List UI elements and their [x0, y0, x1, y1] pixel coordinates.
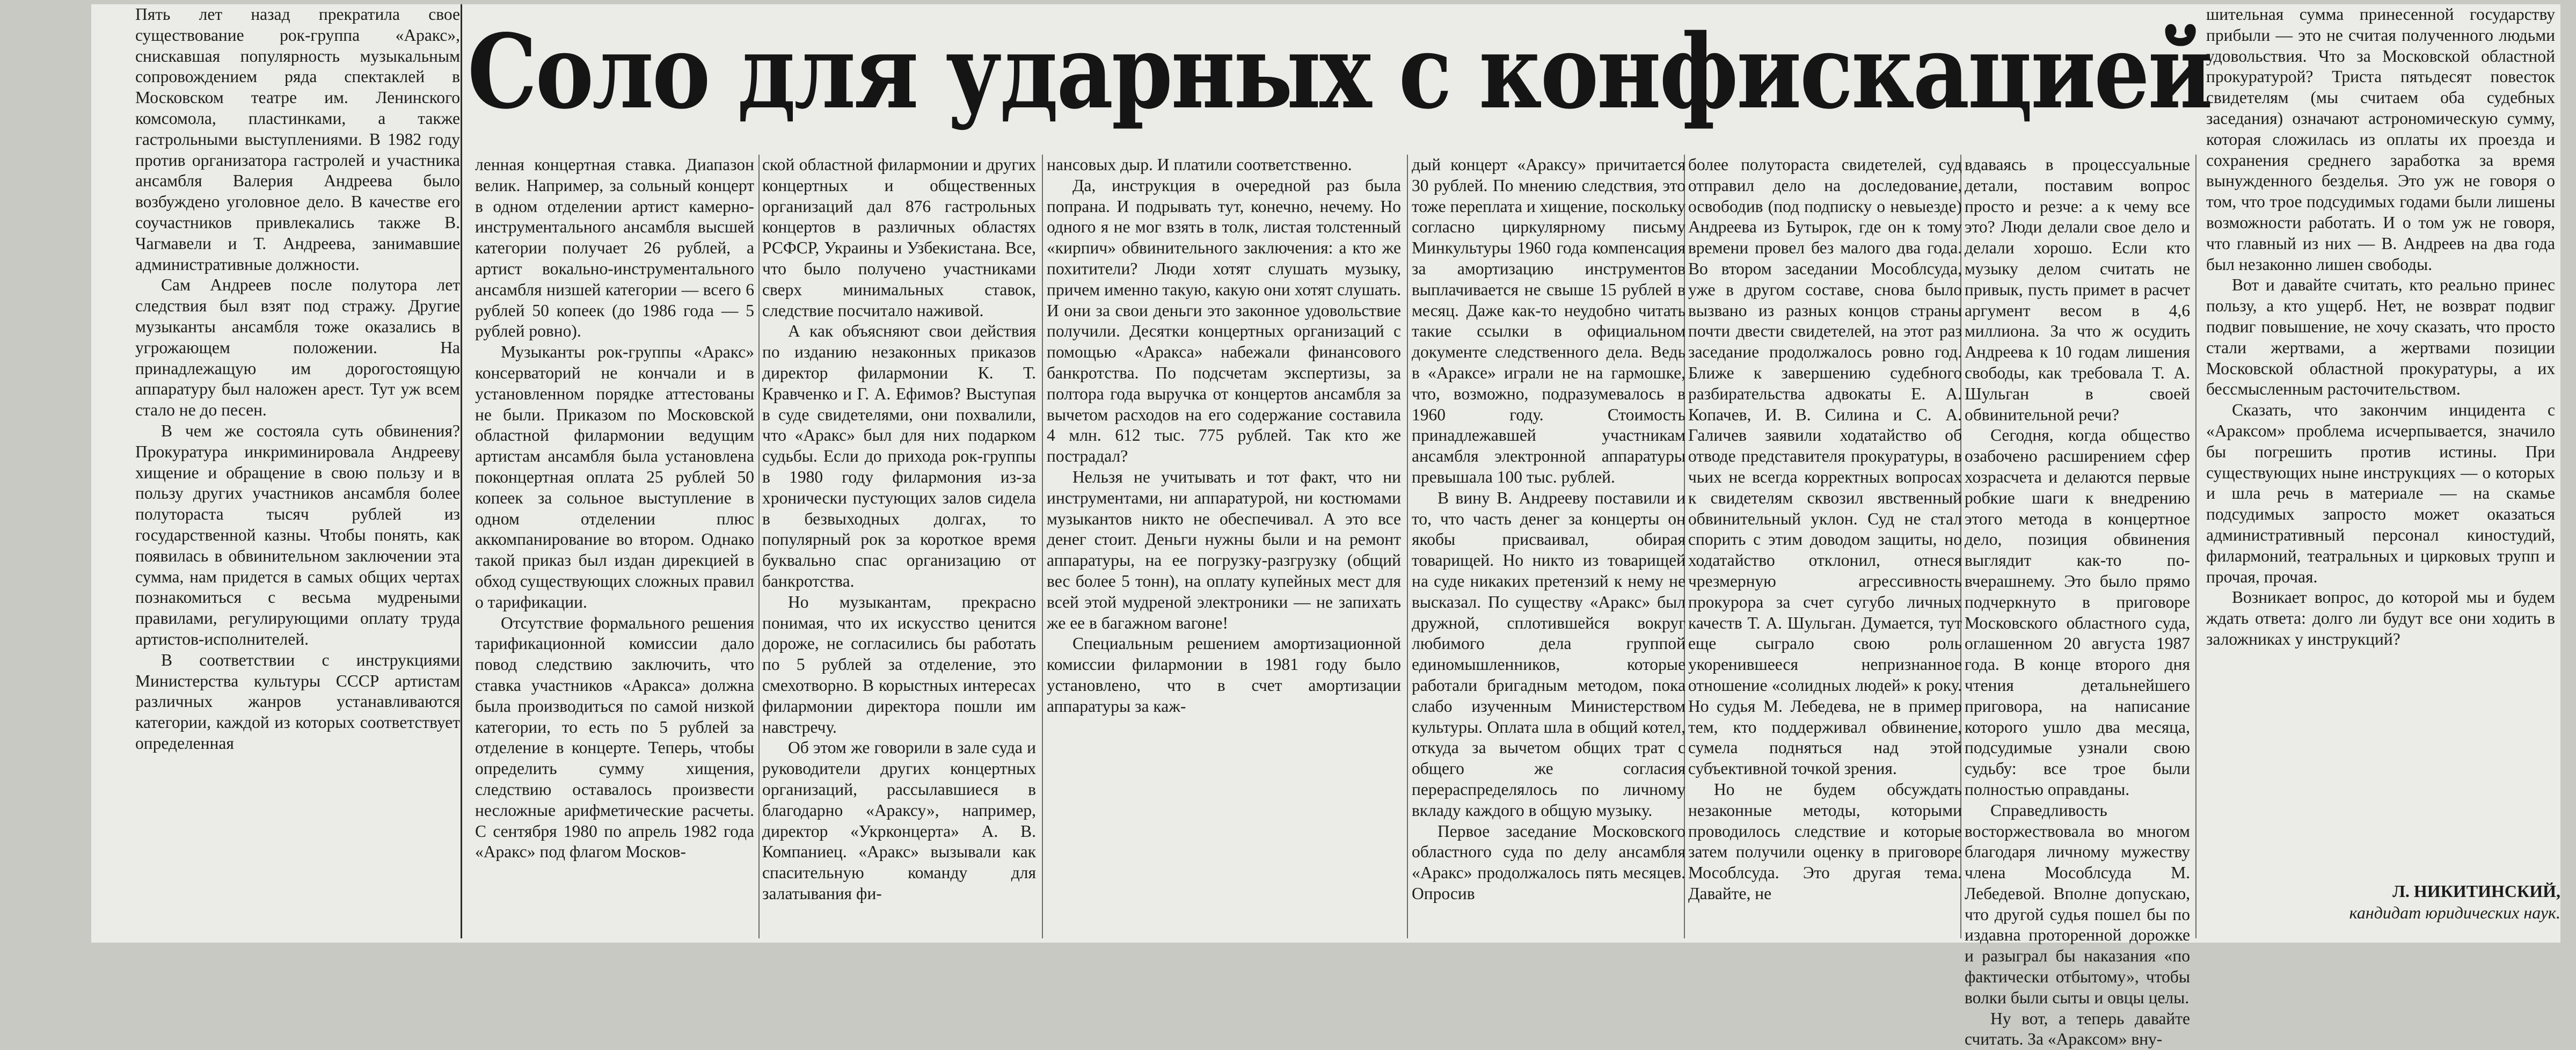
article-column-4: нансовых дыр. И платили соответственно. Да, инструкция в очередной раз была попрана. И подрывать тут, конечно, нечему. Но одного я не мог взять в толк, листая толстенный «кирпич» обвинительного заключения: а кто же похитители? Люди хотят слушать музыку, причем именно такую, какую они хотят слушать. И они за свои деньги это законное удовольствие получили. Десятки концертных организаций с помощью «Аракса» набежали финансового банкротства. По подсчетам экспертизы, за полтора года выручка от концертов ансамбля за вычетом расходов на его содержание составила 4 млн. 612 тыс. 775 рублей. Так кто же пострадал? Нельзя не учитывать и тот факт, что ни инструментами, ни аппаратурой, ни костюмами музыкантов никто не обеспечивал. А это все денег стоит. Деньги нужны были и на ремонт аппаратуры, на ее погрузку-разгрузку (общий вес более 5 тонн), на оплату купейных мест для всей этой мудреной электроники — не запихать же ее в багажном вагоне! Специальным решением амортизационной комиссии филармонии в 1981 году было установлено, что в счет амортизации аппаратуры за каж- — [1047, 155, 1401, 716]
column-rule — [2195, 155, 2196, 938]
newspaper-clipping — [91, 4, 2560, 1049]
article-column-6: более полутораста свидетелей, суд отправил дело на доследование, освободив (под подписку о невыезде) Андреева из Бутырок, где он к тому времени провел без малого два года. Во втором заседании Мособлсуда, уже в другом составе, снова было вызвано из разных концов страны почти двести свидетелей, на этот раз заседание продолжалось ровно год. Ближе к завершению судебного разбирательства адвокаты Е. А. Копачев, И. В. Силина и С. А. Галичев заявили ходатайство об отводе представителя прокуратуры, в чьих не всегда корректных вопросах к свидетелям сквозил явственный обвинительный уклон. Суд не стал спорить с этим доводом защиты, но ходатайство отклонил, отнеся чрезмерную агрессивность прокурора за счет сугубо личных качеств Т. А. Шульган. Думается, тут еще сыграло свою роль укоренившееся непризнанное отношение «солидных людей» к року. Но судья М. Лебедева, не в пример тем, кто поддерживал обвинение, сумела подняться над этой субъективной точкой зрения. Но не будем обсуждать незаконные методы, которыми проводилось следствие и которые затем получили оценку в приговоре Мособлсуда. Это другая тема. Давайте, не — [1688, 155, 1962, 903]
author-name: Л. НИКИТИНСКИЙ, — [2392, 881, 2560, 901]
column-rule — [758, 155, 760, 938]
article-column-3: ской областной филармонии и других концертных и общественных организаций дал 876 гастрольных концертов в различных областях РСФСР, Украины и Узбекистана. Все, что было получено участниками сверх минимальных ставок, следствие посчитало наживой. А как объясняют свои действия по изданию незаконных приказов директор филармонии К. Т. Кравченко и Г. А. Ефимов? Выступая в суде свидетелями, они похвалили, что «Аракс» был для них подарком судьбы. Если до прихода рок-группы в 1980 году филармония из-за хронически пустующих залов сидела в безвыходных долгах, то популярный рок за короткое время буквально спас организацию от банкротства. Но музыкантам, прекрасно понимая, что их искусство ценится дороже, не согласились бы работать по 5 рублей за отделение, это смехотворно. В корыстных интересах филармонии директора пошли им навстречу. Об этом же говорили в зале суда и руководители других концертных организаций, рассылавшиеся в благодарно «Араксу», например, директор «Укрконцерта» А. В. Компаниец. «Аракс» вызывали как спасительную команду для залатывания фи- — [762, 155, 1036, 903]
article-column-1: Пять лет назад прекратила свое существование рок-группа «Аракс», снискавшая популярность музыкальным сопровождением ряда спектаклей в Московском театре им. Ленинского комсомола, пластинками, а также гастрольными выступлениями. В 1982 году против организатора гастролей и участника ансамбля Валерия Андреева было возбуждено уголовное дело. В качестве его соучастников привлекались также В. Чагмавели и Т. Андреева, занимавшие административные должности. Сам Андреев после полутора лет следствия был взят под стражу. Другие музыканты ансамбля тоже оказались в угрожающем положении. На принадлежащую им дорогостоящую аппаратуру был наложен арест. Тут уж всем стало не до песен. В чем же состояла суть обвинения? Прокуратура инкриминировала Андрееву хищение и обращение в свою пользу и в пользу других участников ансамбля более полутораста тысяч рублей из государственной казны. Чтобы понять, как появилась в обвинительном заключении эта сумма, нам придется в самых общих чертах познакомиться с весьма мудреными правилами, регулирующими оплату труда артистов-исполнителей. В соответствии с инструкциями Министерства культуры СССР артистам различных жанров устанавливаются категории, каждой из которых соответствует определенная — [135, 5, 460, 753]
article-column-2: ленная концертная ставка. Диапазон велик. Например, за сольный концерт в одном отделении артист камерно-инструментального ансамбля высшей категории получает 26 рублей, а артист вокально-инструментального ансамбля низшей категории — всего 6 рублей 50 копеек (до 1986 года — 5 рублей ровно). Музыканты рок-группы «Аракс» консерваторий не кончали и в установленном порядке аттестованы не были. Приказом по Московской областной филармонии ведущим артистам ансамбля была установлена поконцертная оплата 25 рублей 50 копеек за сольное выступление в одном отделении плюс аккомпанирование во втором. Однако такой приказ был издан дирекцией в обход существующих сложных правил о тарификации. Отсутствие формального решения тарификационной комиссии дало повод следствию заключить, что ставка участников «Аракса» должна была производиться по самой низкой категории, то есть по 5 рублей за отделение в концерте. Теперь, чтобы определить сумму хищения, следствию оставалось произвести несложные арифметические расчеты. С сентября 1980 по апрель 1982 года «Аракс» под флагом Москов- — [475, 155, 754, 862]
article-column-5: дый концерт «Араксу» причитается 30 рублей. По мнению следствия, это тоже переплата и хищение, поскольку согласно циркулярному письму Минкультуры 1960 года компенсация за амортизацию инструментов выплачивается не свыше 15 рублей в месяц. Даже как-то неудобно читать такие ссылки в официальном документе следственного дела. Ведь в «Араксе» играли не на гармошке, что, возможно, подразумевалось в 1960 году. Стоимость принадлежавшей участникам ансамбля электронной аппаратуры превышала 100 тыс. рублей. В вину В. Андрееву поставили и то, что часть денег за концерты он якобы присваивал, обирая товарищей. Но никто из товарищей на суде никаких претензий к нему не высказал. По существу «Аракс» был дружной, сплотившейся вокруг любимого дела группой единомышленников, которые работали бригадным методом, пока слабо изученным Министерством культуры. Оплата шла в общий котел, откуда за вычетом общих трат с общего же согласия перераспределялось по личному вкладу каждого в общую музыку. Первое заседание Московского областного суда по делу ансамбля «Аракс» продолжалось пять месяцев. Опросив — [1412, 155, 1685, 903]
author-title: кандидат юридических наук. — [2349, 903, 2560, 922]
column-rule — [1042, 155, 1043, 938]
article-column-7: вдаваясь в процессуальные детали, поставим вопрос просто и резче: а к чему все это? Люди делали свое дело и делали хорошо. Если кто музыку делом считать не привык, пусть примет в расчет аргумент весом в 4,6 миллиона. За что ж осудить Андреева к 10 годам лишения свободы, как требовала Т. А. Шульган в своей обвинительной речи? Сегодня, когда общество озабочено расширением сфер хозрасчета и делаются первые робкие шаги к внедрению этого метода в концертное дело, позиция обвинения выглядит как-то по-вчерашнему. Это было прямо подчеркнуто в приговоре Московского областного суда, оглашенном 20 августа 1987 года. В конце второго дня чтения детальнейшего приговора, на написание которого ушло два месяца, подсудимые узнали свою судьбу: все трое были полностью оправданы. Справедливость восторжествовала во многом благодаря личному мужеству члена Мособлсуда М. Лебедевой. Вполне допускаю, что другой судья пошел бы по издавна проторенной дорожке и разыграл бы наказания «по фактически отбытому», чтобы волки были сыты и овцы целы. Ну вот, а теперь давайте считать. За «Араксом» вну- — [1965, 155, 2190, 1049]
author-signature — [2319, 880, 2560, 923]
column-rule — [1407, 155, 1408, 938]
column-separator — [461, 4, 462, 938]
article-headline: Соло для ударных с конфискацией — [467, 11, 2212, 132]
publication-label — [0, 298, 11, 835]
article-column-8: шительная сумма принесенной государству прибыли — это не считая полученного людьми удовольствия. Что за Московской областной прокуратурой? Триста пятьдесят повесток свидетелям (мы считаем оба судебных заседания) означают астрономическую сумму, которая сложилась из оплаты их проезда и сохранения среднего заработка за время вынужденного безделья. Это уж не говоря о том, что трое подсудимых годами были лишены возможности работать. И о том уж не говоря, что главный из них — В. Андреев на два года был незаконно лишен свободы. Вот и давайте считать, кто реально принес пользу, а кто ущерб. Нет, не возврат подвиг подвиг повышение, не хочу сказать, что просто стали жертвами, а жертвами позиции Московской областной прокуратуры, а их бессмысленным расточительством. Сказать, что закончим инцидента с «Араксом» проблема исчерпывается, значило бы погрешить против истины. При существующих ныне инструкциях — о которых и шла речь в материале — на скамье подсудимых запросто может оказаться административный персонал киностудий, филармоний, театральных и цирковых трупп и прочая, прочая. Возникает вопрос, до которой мы и будем ждать ответа: долго ли будут все они ходить в заложниках у инструкций? — [2206, 5, 2555, 648]
